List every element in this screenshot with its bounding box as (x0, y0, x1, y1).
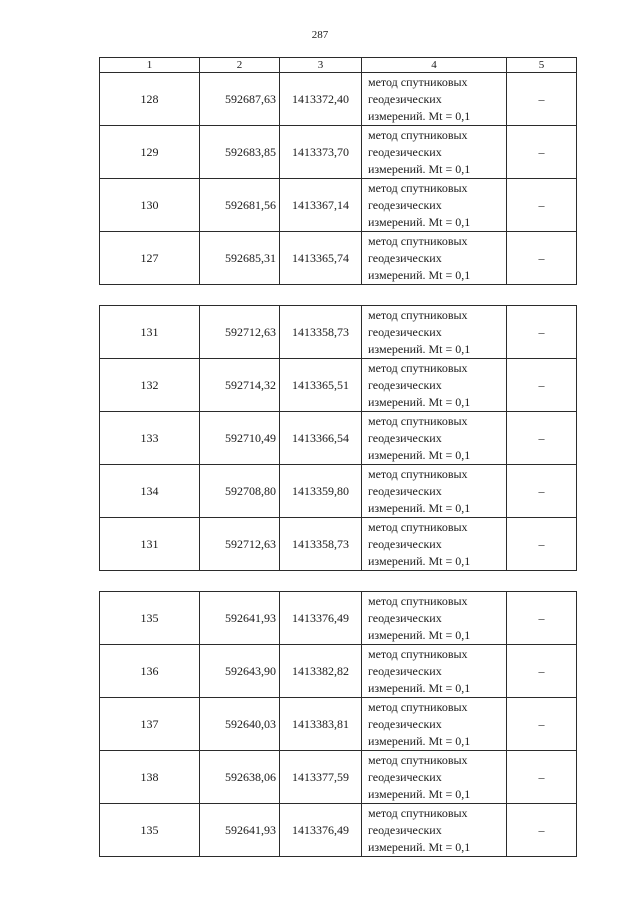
column5-value: – (507, 412, 577, 465)
point-number: 133 (100, 412, 200, 465)
method-line: геодезических (368, 91, 442, 106)
method-line: метод спутниковых (368, 233, 468, 248)
coordinate-y: 1413359,80 (280, 465, 362, 518)
coordinate-y: 1413377,59 (280, 751, 362, 804)
method-cell (362, 126, 507, 179)
point-number: 131 (100, 306, 200, 359)
table-row (100, 126, 577, 179)
method-line: геодезических (368, 377, 442, 392)
point-number: 130 (100, 179, 200, 232)
method-line: геодезических (368, 769, 442, 784)
coordinate-x: 592714,32 (200, 359, 280, 412)
column5-value: – (507, 179, 577, 232)
method-cell (362, 232, 507, 285)
method-cell (362, 518, 507, 571)
method-cell (362, 359, 507, 412)
coordinate-y: 1413366,54 (280, 412, 362, 465)
method-cell (362, 751, 507, 804)
table-row (100, 73, 577, 126)
point-number: 137 (100, 698, 200, 751)
method-line: измерений. Mt = 0,1 (368, 267, 471, 282)
table-row (100, 306, 577, 359)
coordinates-table (99, 57, 577, 857)
coordinate-x: 592712,63 (200, 306, 280, 359)
coordinate-x: 592710,49 (200, 412, 280, 465)
table-row (100, 645, 577, 698)
method-line: измерений. Mt = 0,1 (368, 733, 471, 748)
coordinate-x: 592687,63 (200, 73, 280, 126)
table-row (100, 518, 577, 571)
method-line: измерений. Mt = 0,1 (368, 161, 471, 176)
header-row (100, 58, 577, 73)
point-number: 134 (100, 465, 200, 518)
column5-value: – (507, 126, 577, 179)
method-cell (362, 179, 507, 232)
coordinate-y: 1413365,74 (280, 232, 362, 285)
coordinate-x: 592712,63 (200, 518, 280, 571)
method-line: измерений. Mt = 0,1 (368, 839, 471, 854)
coordinate-x: 592640,03 (200, 698, 280, 751)
method-line: метод спутниковых (368, 307, 468, 322)
table-row (100, 179, 577, 232)
point-number: 135 (100, 592, 200, 645)
method-cell (362, 698, 507, 751)
column-header: 3 (280, 58, 362, 73)
method-line: метод спутниковых (368, 805, 468, 820)
point-number: 138 (100, 751, 200, 804)
method-line: геодезических (368, 197, 442, 212)
method-line: метод спутниковых (368, 519, 468, 534)
method-cell (362, 412, 507, 465)
column5-value: – (507, 698, 577, 751)
method-line: метод спутниковых (368, 699, 468, 714)
method-line: геодезических (368, 324, 442, 339)
point-number: 132 (100, 359, 200, 412)
method-cell (362, 73, 507, 126)
coordinate-y: 1413376,49 (280, 804, 362, 857)
coordinate-y: 1413373,70 (280, 126, 362, 179)
coordinate-y: 1413365,51 (280, 359, 362, 412)
method-line: метод спутниковых (368, 646, 468, 661)
method-line: геодезических (368, 822, 442, 837)
method-line: измерений. Mt = 0,1 (368, 214, 471, 229)
method-line: измерений. Mt = 0,1 (368, 500, 471, 515)
coordinate-y: 1413382,82 (280, 645, 362, 698)
coordinate-y: 1413372,40 (280, 73, 362, 126)
method-line: метод спутниковых (368, 180, 468, 195)
table-row (100, 592, 577, 645)
method-line: геодезических (368, 663, 442, 678)
table-row (100, 698, 577, 751)
point-number: 136 (100, 645, 200, 698)
table-row (100, 465, 577, 518)
table-body (100, 58, 577, 857)
method-line: геодезических (368, 610, 442, 625)
column5-value: – (507, 518, 577, 571)
coordinate-y: 1413367,14 (280, 179, 362, 232)
method-line: измерений. Mt = 0,1 (368, 394, 471, 409)
method-line: геодезических (368, 536, 442, 551)
coordinate-y: 1413383,81 (280, 698, 362, 751)
method-line: геодезических (368, 430, 442, 445)
table-row (100, 412, 577, 465)
method-line: метод спутниковых (368, 752, 468, 767)
coordinate-x: 592641,93 (200, 804, 280, 857)
method-line: геодезических (368, 483, 442, 498)
method-line: метод спутниковых (368, 127, 468, 142)
method-line: измерений. Mt = 0,1 (368, 108, 471, 123)
point-number: 127 (100, 232, 200, 285)
method-cell (362, 645, 507, 698)
method-line: метод спутниковых (368, 74, 468, 89)
separator-cell (100, 285, 577, 306)
table-row (100, 359, 577, 412)
method-cell (362, 804, 507, 857)
method-line: измерений. Mt = 0,1 (368, 553, 471, 568)
method-line: метод спутниковых (368, 360, 468, 375)
coordinate-x: 592638,06 (200, 751, 280, 804)
method-cell (362, 465, 507, 518)
coordinate-x: 592641,93 (200, 592, 280, 645)
column5-value: – (507, 592, 577, 645)
method-line: измерений. Mt = 0,1 (368, 447, 471, 462)
coordinate-y: 1413358,73 (280, 306, 362, 359)
column-header: 5 (507, 58, 577, 73)
coordinate-y: 1413376,49 (280, 592, 362, 645)
method-cell (362, 592, 507, 645)
column5-value: – (507, 306, 577, 359)
method-line: геодезических (368, 716, 442, 731)
group-separator (100, 285, 577, 306)
method-line: метод спутниковых (368, 466, 468, 481)
point-number: 135 (100, 804, 200, 857)
column5-value: – (507, 73, 577, 126)
point-number: 131 (100, 518, 200, 571)
method-line: геодезических (368, 144, 442, 159)
coordinate-x: 592681,56 (200, 179, 280, 232)
column5-value: – (507, 804, 577, 857)
column-header: 2 (200, 58, 280, 73)
method-line: измерений. Mt = 0,1 (368, 786, 471, 801)
coordinate-x: 592685,31 (200, 232, 280, 285)
method-cell (362, 306, 507, 359)
group-separator (100, 571, 577, 592)
table-row (100, 804, 577, 857)
column5-value: – (507, 465, 577, 518)
column5-value: – (507, 232, 577, 285)
point-number: 129 (100, 126, 200, 179)
column5-value: – (507, 359, 577, 412)
column5-value: – (507, 645, 577, 698)
coordinate-x: 592708,80 (200, 465, 280, 518)
coordinate-x: 592683,85 (200, 126, 280, 179)
column5-value: – (507, 751, 577, 804)
column-header: 4 (362, 58, 507, 73)
column-header: 1 (100, 58, 200, 73)
separator-cell (100, 571, 577, 592)
table-row (100, 751, 577, 804)
method-line: метод спутниковых (368, 413, 468, 428)
method-line: измерений. Mt = 0,1 (368, 627, 471, 642)
method-line: геодезических (368, 250, 442, 265)
method-line: метод спутниковых (368, 593, 468, 608)
method-line: измерений. Mt = 0,1 (368, 680, 471, 695)
coordinate-x: 592643,90 (200, 645, 280, 698)
method-line: измерений. Mt = 0,1 (368, 341, 471, 356)
table-row (100, 232, 577, 285)
point-number: 128 (100, 73, 200, 126)
coordinate-y: 1413358,73 (280, 518, 362, 571)
page-number: 287 (311, 29, 329, 41)
